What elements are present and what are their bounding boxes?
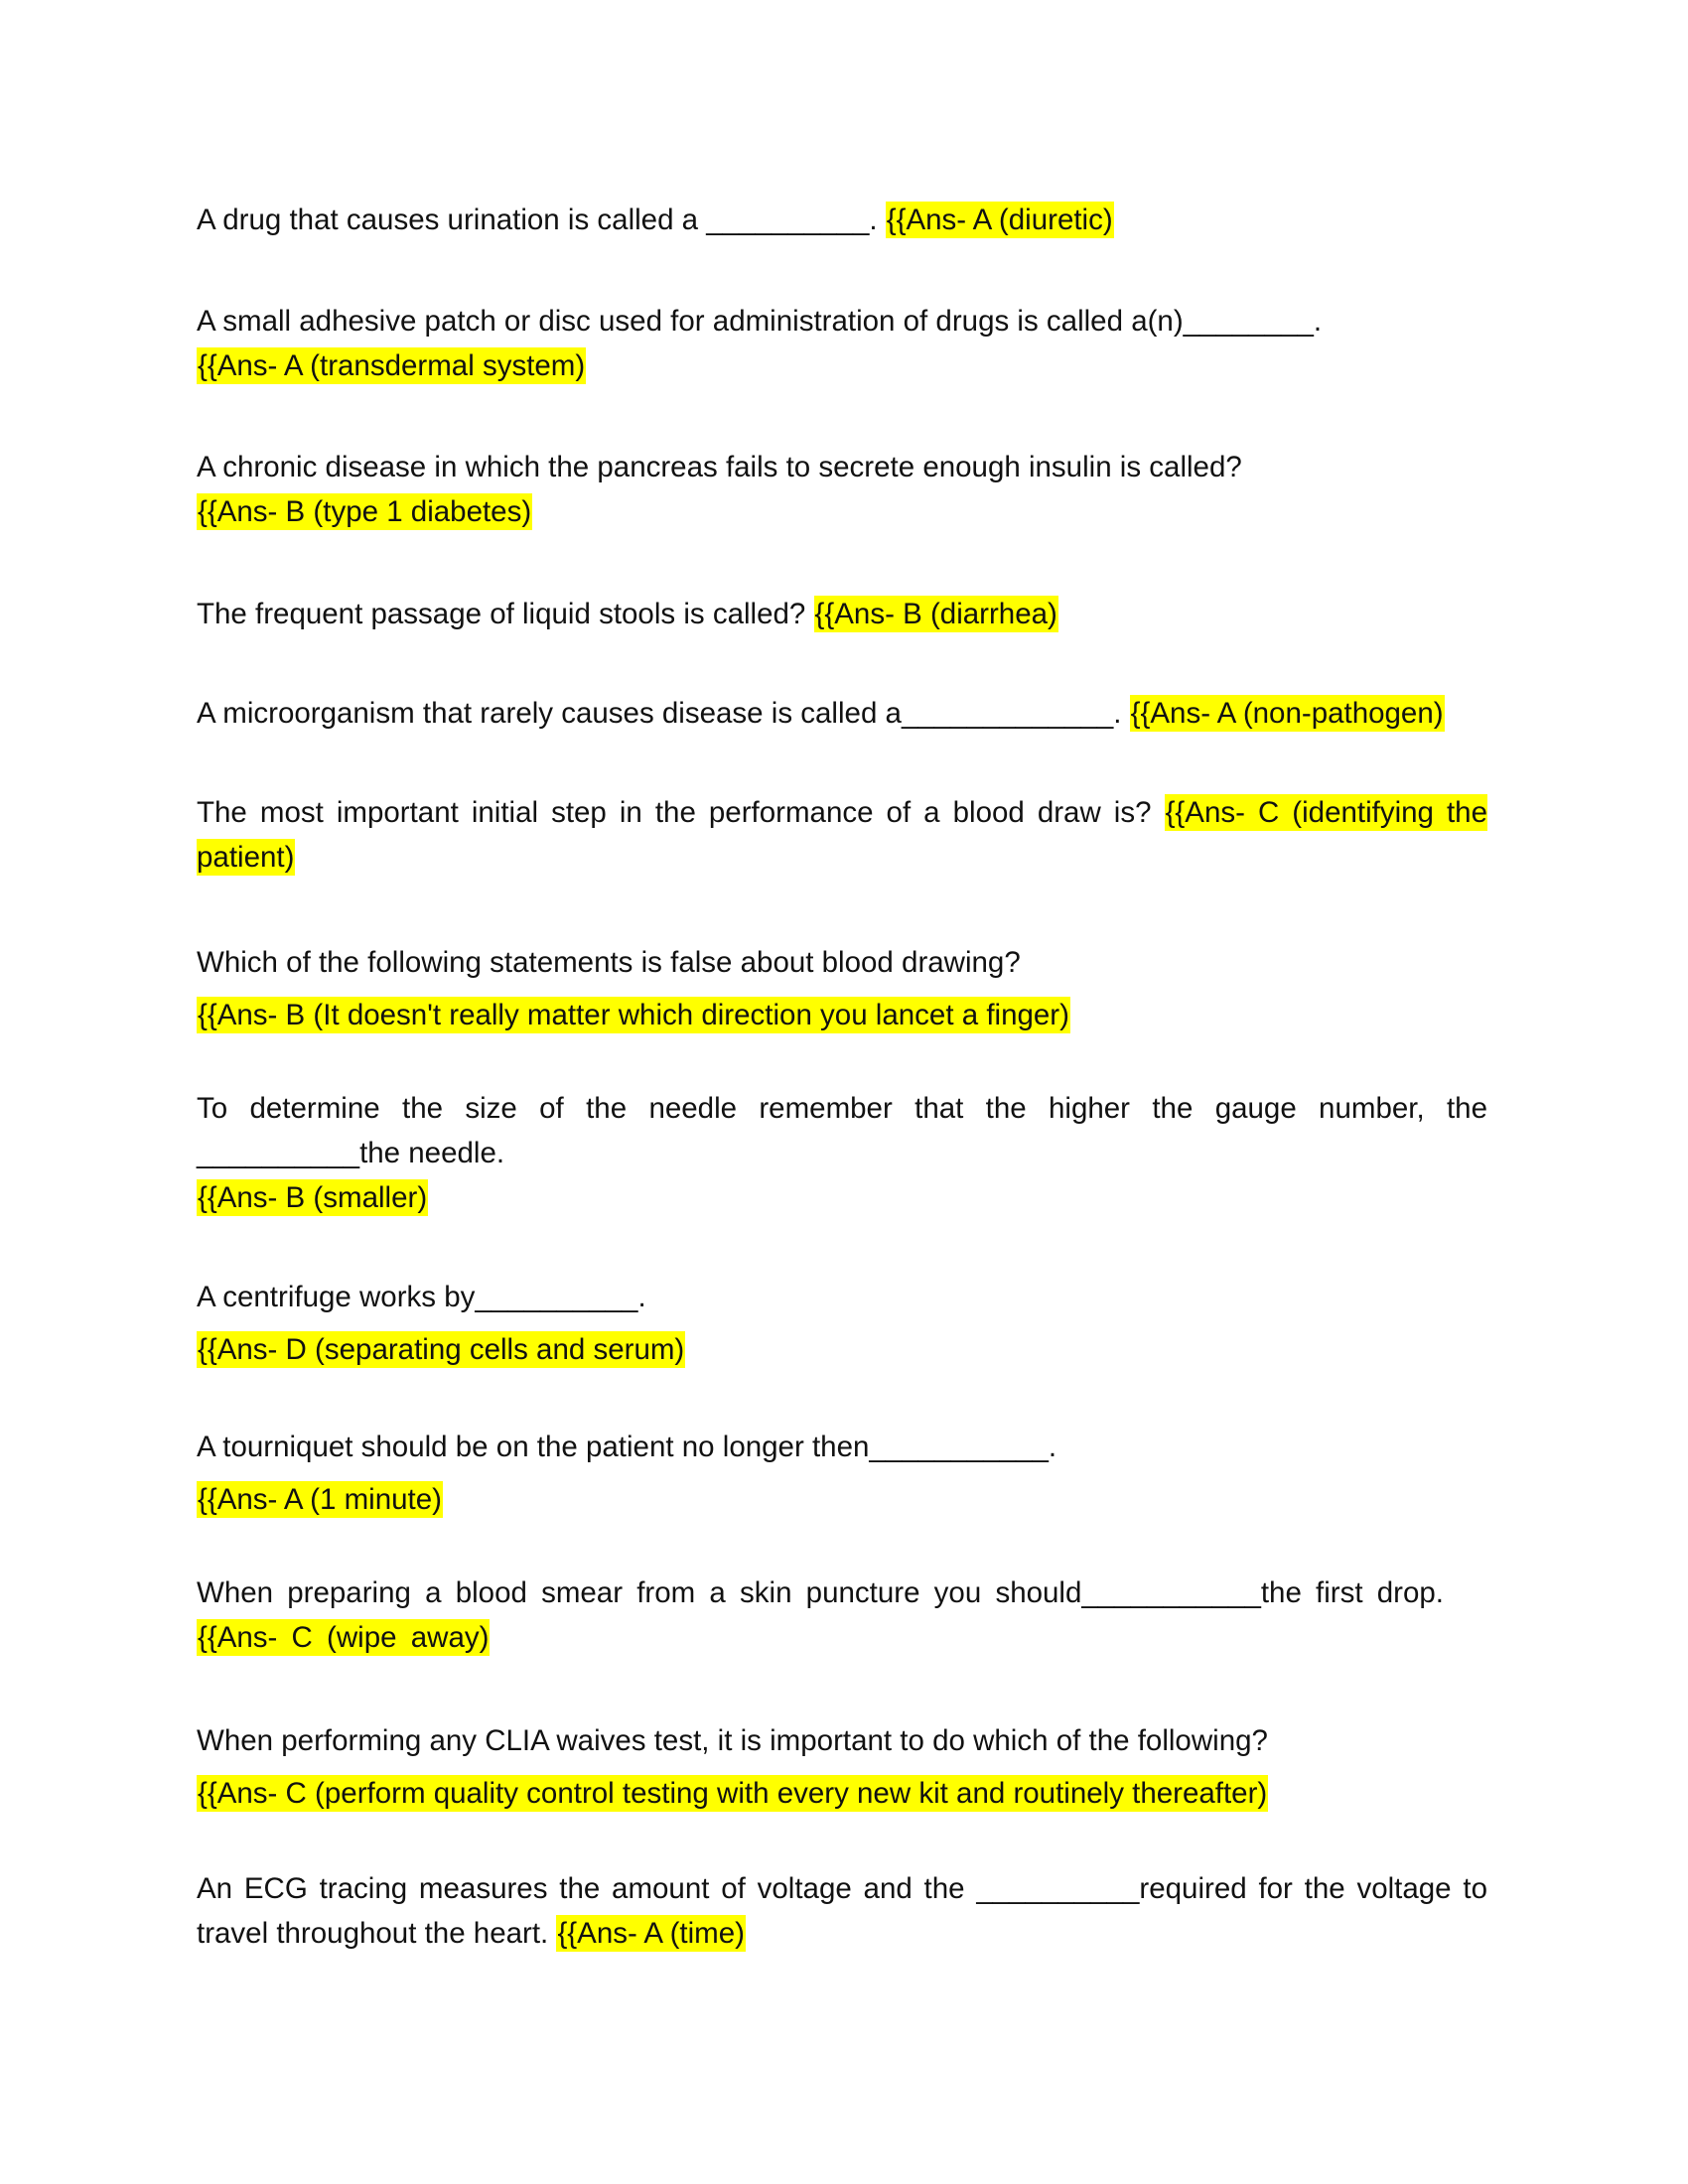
question-3 [197, 445, 1487, 534]
answer-4: {{Ans- B (diarrhea) [814, 598, 1057, 630]
question-7-text: Which of the following statements is false about blood drawing? [197, 946, 1021, 979]
question-1-text: A drug that causes urination is called a __________. [197, 204, 878, 236]
question-8 [197, 1086, 1487, 1220]
question-9 [197, 1271, 1487, 1376]
question-7 [197, 936, 1487, 1041]
question-12 [197, 1714, 1487, 1820]
answer-6: {{Ans- C (identifying the patient) [197, 796, 1487, 874]
question-4-text: The frequent passage of liquid stools is called? [197, 598, 806, 630]
question-9-text: A centrifuge works by__________. [197, 1281, 646, 1313]
answer-12: {{Ans- C (perform quality control testing with every new kit and routinely thereafter) [198, 1777, 1268, 1810]
question-8-text: To determine the size of the needle remember that the higher the gauge number, the __________the needle. [197, 1092, 1487, 1169]
question-11-text: When preparing a blood smear from a skin puncture you should___________the first drop. [197, 1576, 1445, 1609]
question-3-text: A chronic disease in which the pancreas fails to secrete enough insulin is called? [197, 451, 1242, 483]
answer-10: {{Ans- A (1 minute) [198, 1483, 442, 1516]
question-6-text: The most important initial step in the performance of a blood draw is? [197, 796, 1152, 829]
answer-9: {{Ans- D (separating cells and serum) [198, 1333, 685, 1366]
question-2 [197, 299, 1487, 388]
question-4 [197, 592, 1487, 636]
answer-7: {{Ans- B (It doesn't really matter which direction you lancet a finger) [198, 999, 1069, 1031]
question-13-text: An ECG tracing measures the amount of voltage and the __________required for the voltage to travel throughout the heart. [197, 1872, 1487, 1950]
answer-5: {{Ans- A (non-pathogen) [1130, 697, 1444, 730]
question-11 [197, 1570, 1487, 1660]
question-5-text: A microorganism that rarely causes disease is called a_____________. [197, 697, 1122, 730]
question-1 [197, 198, 1487, 242]
question-12-text: When performing any CLIA waives test, it is important to do which of the following? [197, 1724, 1268, 1757]
answer-11: {{Ans- C (wipe away) [198, 1621, 490, 1654]
question-6 [197, 790, 1487, 880]
question-2-text: A small adhesive patch or disc used for administration of drugs is called a(n)________. [197, 305, 1323, 338]
question-5 [197, 691, 1487, 736]
answer-2: {{Ans- A (transdermal system) [198, 349, 586, 382]
question-13 [197, 1866, 1487, 1956]
question-10 [197, 1421, 1487, 1526]
answer-8: {{Ans- B (smaller) [198, 1181, 428, 1214]
question-10-text: A tourniquet should be on the patient no longer then___________. [197, 1431, 1057, 1463]
answer-1: {{Ans- A (diuretic) [886, 204, 1113, 236]
answer-3: {{Ans- B (type 1 diabetes) [198, 495, 532, 528]
answer-13: {{Ans- A (time) [557, 1917, 745, 1950]
